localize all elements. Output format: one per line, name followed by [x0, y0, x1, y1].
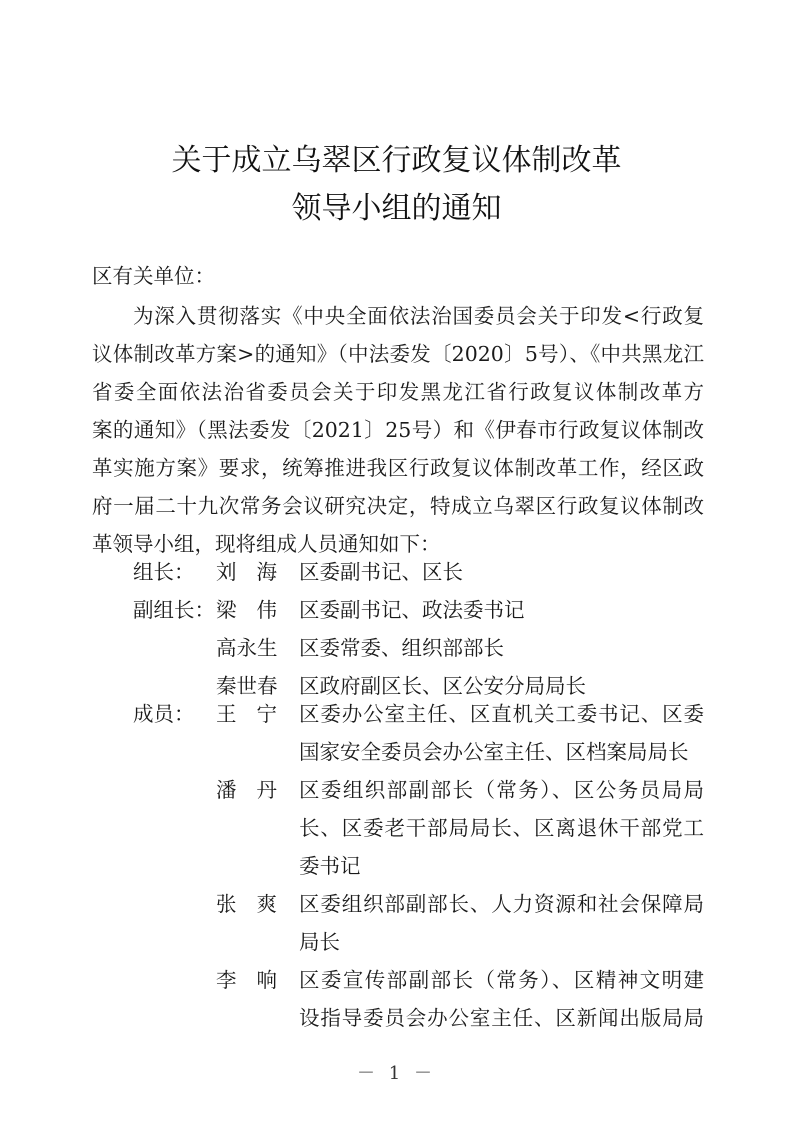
paragraph-line: 省委全面依法治省委员会关于印发黑龙江省行政复议体制改革方: [92, 380, 704, 404]
deputy-post: 区委常委、组织部部长: [299, 636, 504, 660]
paragraph-line: 议体制改革方案>的通知》（中法委发〔2020〕5号）、《中共黑龙江: [92, 342, 704, 366]
paragraph-line: 府一届二十九次常务会议研究决定，特成立乌翠区行政复议体制改: [92, 494, 704, 518]
member-name: 王宁: [216, 702, 297, 726]
member-name: 张爽: [216, 892, 297, 916]
deputy-name: 秦世春: [216, 674, 278, 698]
member-role-label: 成员：: [133, 702, 195, 726]
member-name: 潘丹: [216, 778, 297, 802]
leader-role-text: 组长：: [133, 560, 195, 584]
deputy-post: 区委副书记、政法委书记: [299, 598, 525, 622]
paragraph-line: 为深入贯彻落实《中央全面依法治国委员会关于印发<行政复: [133, 304, 704, 328]
leader-name: 刘海: [216, 560, 297, 584]
page-number: － 1 －: [357, 1063, 436, 1084]
deputy-name: 高永生: [216, 636, 278, 660]
deputy-role-label: 副组长：: [133, 598, 215, 622]
document-title-line-2: 领导小组的通知: [291, 191, 502, 226]
member-post-line: 区委办公室主任、区直机关工委书记、区委: [299, 702, 704, 726]
leader-post: 区委副书记、区长: [299, 560, 463, 584]
member-post-line: 区委宣传部副部长（常务）、区精神文明建: [299, 968, 704, 992]
member-post-line: 长、区委老干部局局长、区离退休干部党工: [299, 816, 704, 840]
paragraph-line: 革实施方案》要求，统筹推进我区行政复议体制改革工作，经区政: [92, 456, 704, 480]
document-title-line-1: 关于成立乌翠区行政复议体制改革: [171, 143, 622, 178]
paragraph-line: 革领导小组，现将组成人员通知如下：: [92, 532, 441, 556]
leader-role-label: [133, 558, 195, 586]
member-post-line: 区委组织部副部长（常务）、区公务员局局: [299, 778, 704, 802]
member-post-line: 区委组织部副部长、人力资源和社会保障局: [299, 892, 704, 916]
deputy-post: 区政府副区长、区公安分局局长: [299, 674, 586, 698]
member-post-line: 委书记: [299, 854, 361, 878]
member-post-line: 设指导委员会办公室主任、区新闻出版局局: [299, 1006, 704, 1030]
member-post-line: 局长: [299, 930, 340, 954]
salutation: 区有关单位：: [92, 264, 215, 288]
paragraph-line: 案的通知》（黑法委发〔2021〕25号）和《伊春市行政复议体制改: [92, 418, 704, 442]
member-post-line: 国家安全委员会办公室主任、区档案局局长: [299, 740, 689, 764]
member-name: 李响: [216, 968, 297, 992]
deputy-name: 梁伟: [216, 598, 297, 622]
